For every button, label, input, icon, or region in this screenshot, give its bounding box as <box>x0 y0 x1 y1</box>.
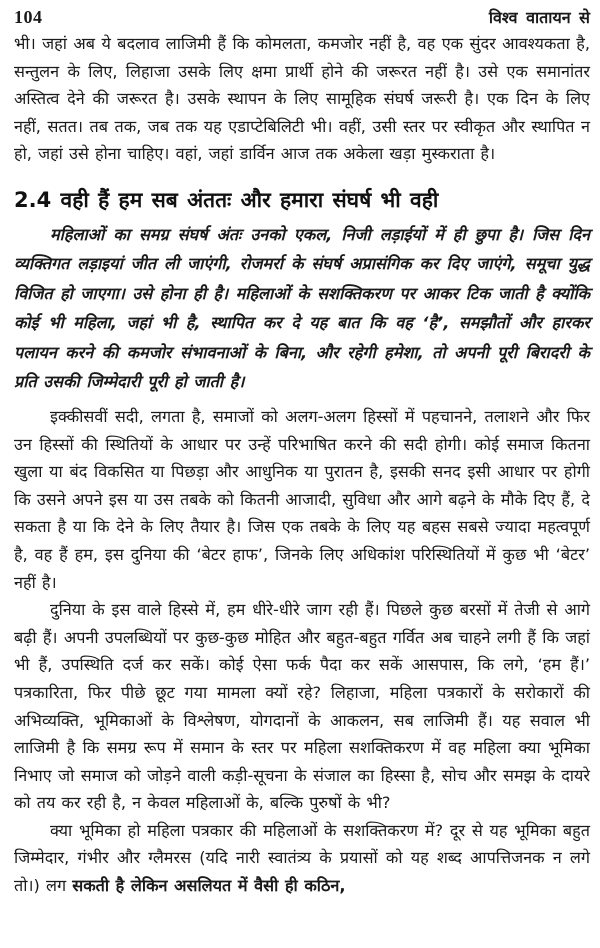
paragraph-text: क्या भूमिका हो महिला पत्रकार की महिलाओं के सशक्तिकरण में? दूर से यह भूमिका बहुत जिम्मेदार, गंभीर और ग्लैमरस (यदि नारी स्वातंत्र्य के प्रयासों को यह शब्द आपत्तिजनक न लगे तो।) लग <box>14 820 590 896</box>
emphasized-text: सकती है लेकिन असलियत में वैसी ही कठिन, <box>72 876 346 896</box>
section-heading: 2.4 वही हैं हम सब अंततः और हमारा संघर्ष भी वही <box>14 187 439 212</box>
page-number: 104 <box>14 7 43 27</box>
paragraph <box>14 817 590 900</box>
lead-paragraph: महिलाओं का समग्र संघर्ष अंतः उनको एकल, निजी लड़ाईयों में ही छुपा है। जिस दिन व्यक्तिगत लड़ाइयां जीत ली जाएंगी, रोजमर्रा के संघर्ष अप्रासंगिक कर दिए जाएंगे, समूचा युद्ध विजित हो जाएगा। उसे होना ही है। महिलाओं के सशक्तिकरण पर आकर टिक जाती है क्योंकि कोई भी महिला, जहां भी है, स्थापित कर दे यह बात कि वह ‘है’, समझौतों और हारकर पलायन करने की कमजोर संभावनाओं के बिना, और रहेगी हमेशा, तो अपनी पूरी बिरादरी के प्रति उसकी जिम्मेदारी पूरी हो जाती है। <box>14 224 590 392</box>
paragraph: दुनिया के इस वाले हिस्से में, हम धीरे-धीरे जाग रही हैं। पिछले कुछ बरसों में तेजी से आगे बढ़ी हैं। अपनी उपलब्धियों पर कुछ-कुछ मोहित और बहुत-बहुत गर्वित अब चाहने लगी हैं कि जहां भी हैं, उपस्थिति दर्ज कर सकें। कोई ऐसा फर्क पैदा कर सकें आसपास, कि लगे, ‘हम हैं।’ पत्रकारिता, फिर पीछे छूट गया मामला क्यों रहे? लिहाजा, महिला पत्रकारों के सरोकारों की अभिव्यक्ति, भूमिकाओं के विश्लेषण, योगदानों के आकलन, सब लाजिमी हैं। यह सवाल भी लाजिमी है कि समग्र रूप में समान के स्तर पर महिला सशक्तिकरण में वह महिला क्या भूमिका निभाए जो समाज को जोड़ने वाली कड़ी-सूचना के संजाल का हिस्सा है, सोच और समझ के दायरे को तय कर रही है, न केवल महिलाओं के, बल्कि पुरुषों के भी? <box>14 600 590 813</box>
running-head <box>14 0 590 30</box>
running-head-title: विश्व वातायन से <box>488 8 590 27</box>
book-page <box>14 0 590 900</box>
paragraph: इक्कीसवीं सदी, लगता है, समाजों को अलग-अलग हिस्सों में पहचानने, तलाशने और फिर उन हिस्सों की स्थितियों के आधार पर उन्हें परिभाषित करने की सदी होगी। कोई समाज कितना खुला या बंद विकसित या पिछड़ा और आधुनिक या पुरातन है, इसकी सनद इसी आधार पर होगी कि उसने अपने इस या उस तबके को कितनी आजादी, सुविधा और आगे बढ़ने के मौके दिए हैं, दे सकता है या कि देने के लिए तैयार है। जिस एक तबके के लिए यह बहस सबसे ज्यादा महत्वपूर्ण है, वह हैं हम, इस दुनिया की ‘बेटर हाफ’, जिनके लिए अधिकांश परिस्थितियों में कुछ भी ‘बेटर’ नहीं है। <box>14 406 590 592</box>
paragraph-continued: भी। जहां अब ये बदलाव लाजिमी हैं कि कोमलता, कमजोर नहीं है, वह एक सुंदर आवश्यकता है, सन्तुलन के लिए, लिहाजा उसके लिए क्षमा प्रार्थी होने की जरूरत नहीं है। उसे एक समानांतर अस्तित्व देने की जरूरत है। उसके स्थापन के लिए सामूहिक संघर्ष जरूरी है। एक दिन के लिए नहीं, सतत। तब तक, जब तक यह एडाप्टेबिलिटी भी। वहीं, उसी स्तर पर स्वीकृत और स्थापित न हो, जहां उसे होना चाहिए। वहां, जहां डार्विन आज तक अकेला खड़ा मुस्कराता है। <box>14 34 590 164</box>
